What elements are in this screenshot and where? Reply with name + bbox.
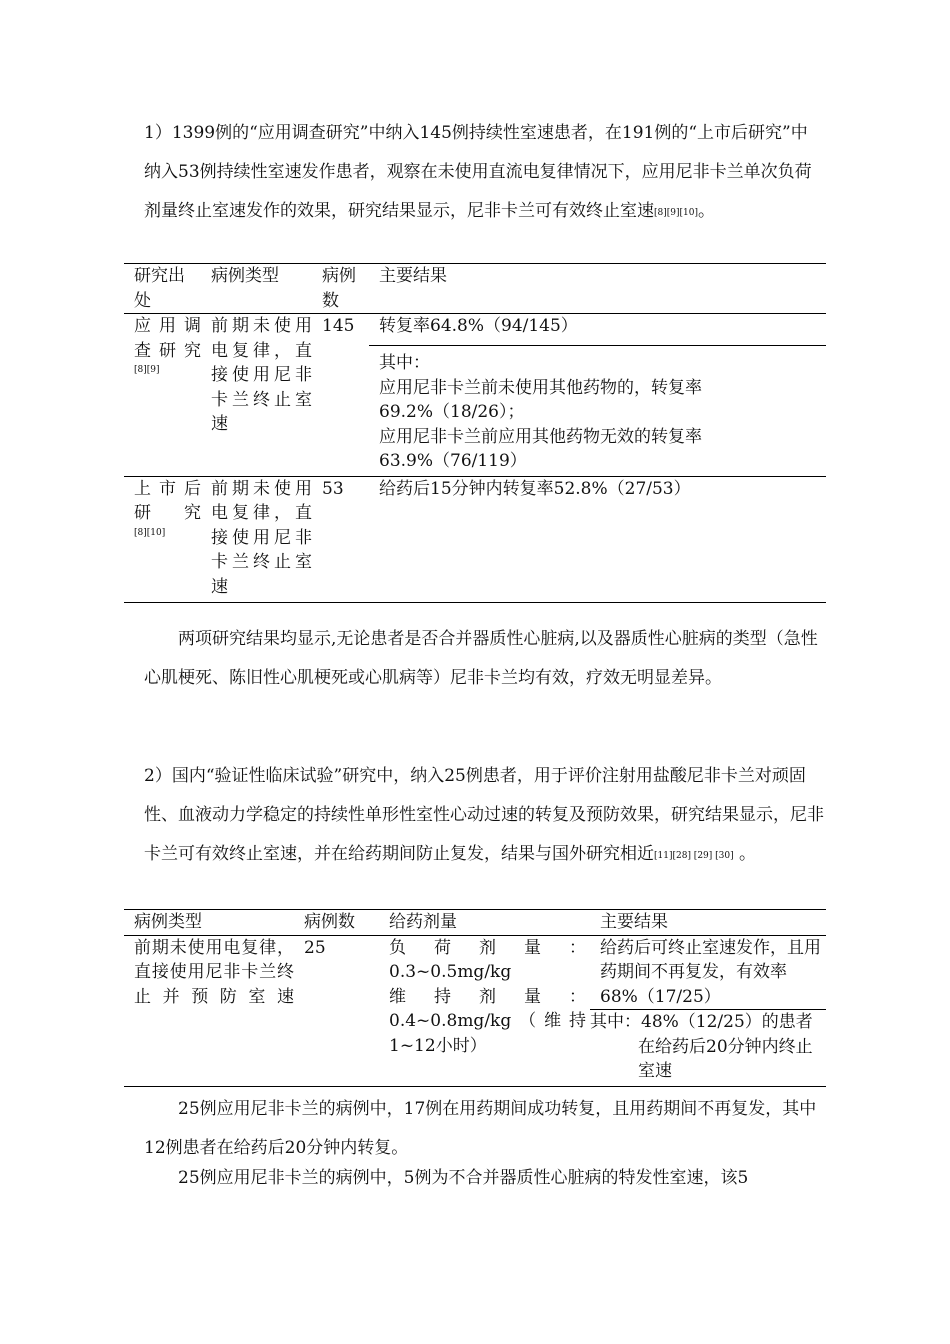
- dose-load-value: 0.3~0.5mg/kg: [389, 962, 512, 982]
- paragraph-3: [144, 757, 824, 877]
- citation-ref: [8][9][10]: [654, 208, 698, 218]
- study-results-table: [124, 263, 826, 603]
- row2-case-count: 53: [312, 476, 369, 603]
- citation-ref: [8][9]: [134, 365, 160, 375]
- case-type: 前期未使用电复律，直接使用尼非卡兰终止并预防室速: [134, 937, 294, 1007]
- trial-results-table: [124, 909, 826, 1087]
- paragraph-3-text: 2）国内“验证性临床试验”研究中，纳入25例患者，用于评价注射用盐酸尼非卡兰对顽固性、血液动力学稳定的持续性单形性室性心动过速的转复及预防效果，研究结果显示，尼非卡兰可有效终止室速，并在给药期间防止复发，结果与国外研究相近: [144, 766, 824, 864]
- paragraph-5: 25例应用尼非卡兰的病例中，5例为不合并器质性心脏病的特发性室速，该5: [178, 1168, 749, 1188]
- row1-result-main: 转复率64.8%（94/145）: [379, 316, 578, 336]
- row1-source-text: 应用调查研究: [134, 316, 201, 361]
- header-case-count: 病例数: [294, 910, 379, 936]
- paragraph-2: 两项研究结果均显示,无论患者是否合并器质性心脏病,以及器质性心脏病的类型（急性心肌梗死、陈旧性心肌梗死或心肌病等）尼非卡兰均有效，疗效无明显差异。: [144, 629, 818, 688]
- row2-source: [124, 476, 201, 603]
- result-sub: 其中：48%（12/25）的患者在给药后20分钟内终止室速: [590, 1010, 826, 1087]
- header-case-count: 病例数: [312, 264, 369, 314]
- dose-maint-label: 维持剂量：: [389, 986, 586, 1007]
- case-count: 25: [304, 937, 326, 958]
- row1-result-sub-1: 应用尼非卡兰前未使用其他药物的，转复率69.2%（18/26）；: [379, 377, 702, 422]
- paragraph-4: 25例应用尼非卡兰的病例中，17例在用药期间成功转复，且用药期间不再复发，其中12例患者在给药后20分钟内转复。: [144, 1099, 817, 1158]
- table-row: [124, 476, 826, 603]
- row2-case-type: 前期未使用电复律，直接使用尼非卡兰终止室速: [201, 476, 312, 603]
- citation-ref: [8][10]: [134, 527, 166, 538]
- result-main: 给药后可终止室速发作，且用药期间不再复发，有效率68%（17/25）: [600, 937, 821, 1007]
- paragraph-1: [144, 114, 824, 234]
- row1-case-type: 前期未使用电复律，直接使用尼非卡兰终止室速: [211, 316, 312, 434]
- paragraph-1-text: 1）1399例的“应用调查研究”中纳入145例持续性室速患者，在191例的“上市后研究”中纳入53例持续性室速发作患者，观察在未使用直流电复律情况下，应用尼非卡兰单次负荷剂量终止室速发作的效果，研究结果显示，尼非卡兰可有效终止室速: [144, 123, 812, 221]
- table-header-row: [124, 264, 826, 314]
- table-header-row: [124, 910, 826, 936]
- header-main-result: 主要结果: [369, 264, 826, 314]
- paragraph-1-end: 。: [697, 201, 715, 221]
- paragraph-3-end: 。: [733, 844, 757, 864]
- table-row: [124, 314, 826, 346]
- dose: [379, 935, 590, 1086]
- header-source: 研究出处: [124, 264, 201, 314]
- header-case-type: 病例类型: [201, 264, 312, 314]
- row1-result-sub: [369, 346, 826, 477]
- dose-maint-value: 0.4~0.8mg/kg（维持1~12小时）: [389, 1011, 586, 1056]
- header-dose: 给药剂量: [379, 910, 590, 936]
- header-main-result: 主要结果: [590, 910, 826, 936]
- row1-source: [124, 314, 201, 477]
- row1-result-sub-2: 应用尼非卡兰前应用其他药物无效的转复率63.9%（76/119）: [379, 426, 702, 471]
- row1-case-count: 145: [322, 316, 355, 336]
- header-case-type: 病例类型: [124, 910, 294, 936]
- dose-load-label: 负荷剂量：: [389, 937, 586, 958]
- row1-result-sub-head: 其中：: [379, 353, 430, 373]
- row2-result: 给药后15分钟内转复率52.8%（27/53）: [369, 476, 826, 603]
- row2-source-text: 上市后研究: [134, 478, 201, 523]
- table-row: [124, 935, 826, 1010]
- citation-ref: [11][28] [29] [30]: [654, 851, 734, 861]
